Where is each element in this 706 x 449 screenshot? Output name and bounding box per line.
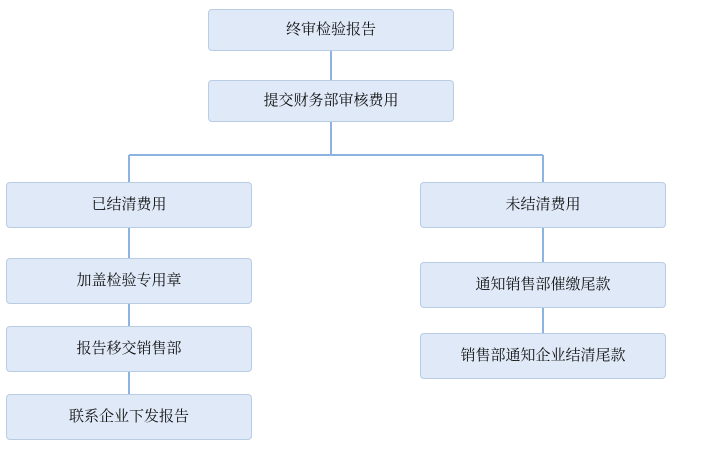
node-label: 提交财务部审核费用 [263,92,399,109]
node-transfer-report-to-sales[interactable] [6,326,252,372]
node-apply-inspection-seal[interactable] [6,258,252,304]
node-label: 加盖检验专用章 [76,272,182,289]
node-label: 通知销售部催缴尾款 [475,276,611,293]
node-fees-settled[interactable] [6,182,252,228]
node-sales-notify-company-settle[interactable] [420,333,666,379]
node-label: 报告移交销售部 [76,340,182,357]
node-label: 终审检验报告 [285,21,376,38]
node-label: 已结清费用 [91,196,167,213]
node-final-inspection-report[interactable] [208,9,454,51]
node-fees-unsettled[interactable] [420,182,666,228]
node-label: 联系企业下发报告 [68,408,189,425]
node-contact-company-issue-report[interactable] [6,394,252,440]
node-label: 销售部通知企业结清尾款 [460,347,626,364]
node-submit-finance-review[interactable] [208,80,454,122]
node-label: 未结清费用 [505,196,581,213]
node-notify-sales-collect-balance[interactable] [420,262,666,308]
